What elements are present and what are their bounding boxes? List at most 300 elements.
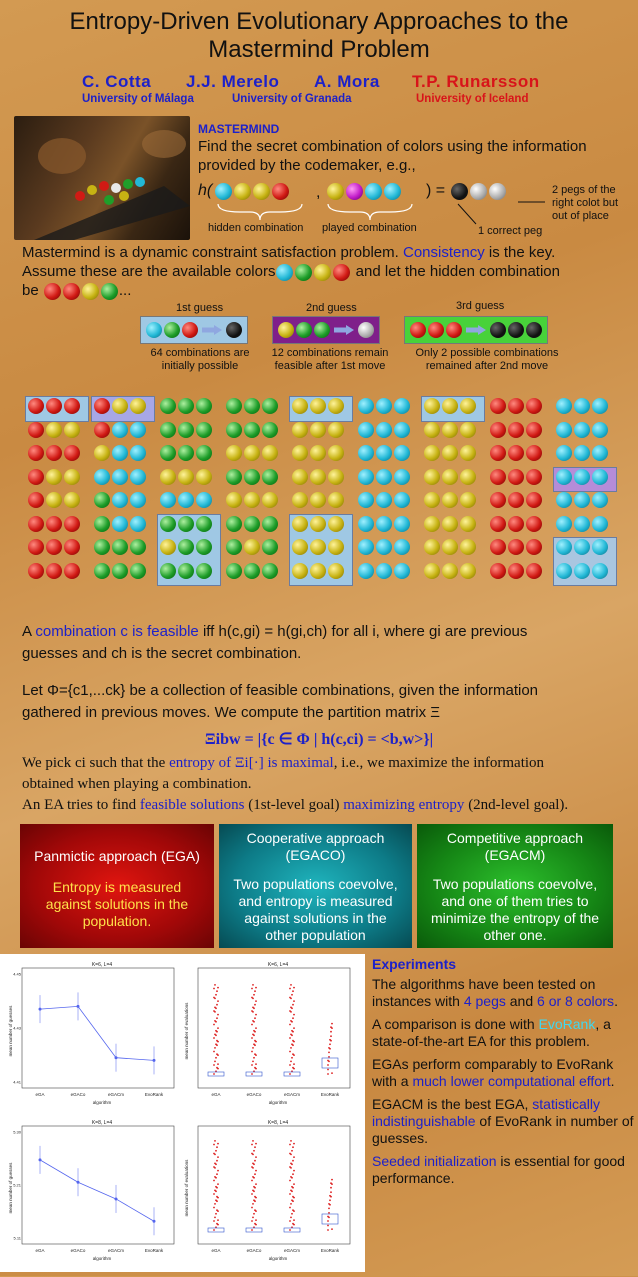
- outlier-point: [329, 1199, 331, 1201]
- peg: [460, 539, 476, 555]
- panel-cooperative-body: Two populations coevolve, and entropy is measured against solutions in the other population: [233, 876, 398, 943]
- outlier-point: [254, 1187, 256, 1189]
- combination: [291, 445, 345, 461]
- outlier-point: [289, 1073, 291, 1075]
- peg: [64, 516, 80, 532]
- peg: [28, 539, 44, 555]
- combination: [225, 516, 279, 532]
- peg: [310, 563, 326, 579]
- outlier-point: [293, 1000, 295, 1002]
- peg: [160, 469, 176, 485]
- outlier-point: [217, 1156, 219, 1158]
- experiments-p5: [372, 1153, 634, 1187]
- peg: [160, 539, 176, 555]
- peg: [94, 563, 110, 579]
- outlier-point: [293, 1014, 295, 1016]
- peg: [394, 563, 410, 579]
- peg: [64, 398, 80, 414]
- outlier-point: [217, 1041, 219, 1043]
- outlier-point: [217, 1063, 219, 1065]
- outlier-point: [289, 1024, 291, 1026]
- outlier-point: [253, 1163, 255, 1165]
- outlier-point: [214, 1217, 216, 1219]
- peg: [442, 492, 458, 508]
- outlier-point: [253, 1057, 255, 1059]
- plot-ylabel: mean number of evaluations: [184, 1002, 189, 1060]
- arrow-icon: [466, 325, 486, 335]
- peg: [46, 492, 62, 508]
- ea-l5c: (1st-level goal): [248, 797, 340, 813]
- combination-grid: [27, 398, 617, 584]
- feasible-p1-post: iff h(c,gi) = h(gi,ch) for all i, where gi are previous: [202, 623, 528, 640]
- outlier-point: [213, 1037, 215, 1039]
- peg: [160, 516, 176, 532]
- peg: [292, 445, 308, 461]
- outlier-point: [290, 1167, 292, 1169]
- combination: [27, 516, 81, 532]
- outlier-point: [290, 984, 292, 986]
- combination: [489, 469, 543, 485]
- outlier-point: [255, 1014, 257, 1016]
- peg: [424, 539, 440, 555]
- plot-xtick: eGA: [211, 1248, 221, 1253]
- plot-xlabel: algorithm: [92, 1100, 112, 1105]
- peg: [394, 469, 410, 485]
- plot-xtick: eGACo: [246, 1092, 262, 1097]
- peg: [442, 563, 458, 579]
- combination: [489, 539, 543, 555]
- outlier-point: [292, 1160, 294, 1162]
- plot-title: K=8, L=4: [91, 1120, 113, 1126]
- combination: [423, 398, 477, 414]
- combination: [357, 469, 411, 485]
- peg: [262, 445, 278, 461]
- panel-competitive-title: Competitive approach (EGACM): [446, 830, 584, 863]
- peg: [196, 516, 212, 532]
- outlier-point: [216, 1004, 218, 1006]
- peg: [574, 516, 590, 532]
- combination: [159, 539, 213, 555]
- peg: [508, 398, 524, 414]
- outlier-point: [331, 1072, 333, 1074]
- peg: [112, 469, 128, 485]
- outlier-point: [217, 1000, 219, 1002]
- comma: ,: [316, 184, 321, 201]
- outlier-point: [217, 1183, 219, 1185]
- combination: [357, 445, 411, 461]
- outlier-point: [289, 1051, 291, 1053]
- peg: [196, 469, 212, 485]
- author-cotta: C. Cotta: [82, 72, 152, 91]
- plot-xtick: EvoRank: [144, 1248, 164, 1253]
- outlier-point: [251, 1051, 253, 1053]
- outlier-point: [293, 1219, 295, 1221]
- outlier-point: [329, 1043, 331, 1045]
- outlier-point: [253, 1021, 255, 1023]
- combination: [291, 539, 345, 555]
- peg-black: [226, 322, 242, 338]
- combination: [159, 469, 213, 485]
- peg: [460, 516, 476, 532]
- outlier-point: [289, 1064, 291, 1066]
- peg: [526, 492, 542, 508]
- peg: [490, 445, 506, 461]
- outlier-point: [327, 1220, 329, 1222]
- peg: [262, 398, 278, 414]
- peg: [490, 563, 506, 579]
- guess-2-label: 2nd guess: [306, 302, 357, 314]
- combination: [357, 492, 411, 508]
- peg: [310, 469, 326, 485]
- data-point: [153, 1220, 156, 1223]
- outlier-point: [216, 1173, 218, 1175]
- peg: [376, 563, 392, 579]
- combination: [489, 516, 543, 532]
- outlier-point: [215, 1057, 217, 1059]
- outlier-point: [290, 1154, 292, 1156]
- exp-p3a: EGAs perform comparably to EvoRank with a: [372, 1056, 614, 1089]
- peg-red: [446, 322, 462, 338]
- peg: [46, 563, 62, 579]
- peg: [328, 516, 344, 532]
- outlier-point: [213, 1144, 215, 1146]
- outlier-point: [214, 1061, 216, 1063]
- peg: [394, 445, 410, 461]
- panel-cooperative: [219, 824, 412, 948]
- peg: [358, 492, 374, 508]
- combination: [423, 516, 477, 532]
- outlier-point: [253, 1213, 255, 1215]
- outlier-point: [213, 1220, 215, 1222]
- exp-p1e: .: [614, 993, 618, 1009]
- intro-p2a: Assume these are the available colors: [22, 263, 276, 280]
- feasibility-text: [22, 621, 632, 665]
- peg-yellow: [327, 183, 344, 200]
- outlier-point: [293, 1197, 295, 1199]
- peg-green: [101, 283, 118, 300]
- box: [246, 1228, 262, 1232]
- outlier-point: [290, 1140, 292, 1142]
- outlier-point: [291, 1034, 293, 1036]
- ea-l5a: An EA tries to find: [22, 797, 137, 813]
- peg: [28, 492, 44, 508]
- outlier-point: [251, 1144, 253, 1146]
- peg: [358, 469, 374, 485]
- equals: ) =: [426, 182, 446, 199]
- plot-xtick: eGACo: [70, 1092, 86, 1097]
- data-point: [115, 1197, 118, 1200]
- peg: [424, 445, 440, 461]
- entropy-text: [22, 753, 634, 816]
- combination: [27, 469, 81, 485]
- outlier-point: [215, 994, 217, 996]
- combination: [225, 469, 279, 485]
- outlier-point: [213, 1193, 215, 1195]
- partition-formula: Ξibw = |{c ∈ Φ | h(c,ci) = <b,w>}|: [204, 731, 434, 748]
- plot-xtick: eGACo: [70, 1248, 86, 1253]
- peg: [508, 563, 524, 579]
- peg-cyan: [365, 183, 382, 200]
- outlier-point: [293, 987, 295, 989]
- combination: [291, 516, 345, 532]
- peg: [64, 563, 80, 579]
- outlier-point: [216, 1160, 218, 1162]
- peg: [358, 539, 374, 555]
- combination: [423, 445, 477, 461]
- outlier-point: [251, 988, 253, 990]
- outlier-point: [214, 984, 216, 986]
- intro-p3a: be: [22, 282, 39, 299]
- combination: [357, 563, 411, 579]
- peg: [508, 445, 524, 461]
- peg: [460, 445, 476, 461]
- outlier-point: [255, 1170, 257, 1172]
- peg: [592, 398, 608, 414]
- peg: [196, 492, 212, 508]
- exp-p2a: A comparison is done with: [372, 1016, 535, 1032]
- plot-xlabel: algorithm: [92, 1256, 112, 1261]
- played-combination: [326, 183, 402, 201]
- plot-xtick: eGA: [211, 1092, 221, 1097]
- peg: [574, 539, 590, 555]
- peg: [160, 492, 176, 508]
- peg: [310, 492, 326, 508]
- outlier-point: [214, 1140, 216, 1142]
- data-point: [77, 1181, 80, 1184]
- peg: [196, 445, 212, 461]
- outlier-point: [255, 987, 257, 989]
- combination: [555, 563, 609, 579]
- feasible-p2: guesses and ch is the secret combination.: [22, 645, 302, 662]
- peg: [28, 516, 44, 532]
- outlier-point: [216, 990, 218, 992]
- peg: [442, 445, 458, 461]
- outlier-point: [293, 1224, 295, 1226]
- peg-yellow: [278, 322, 294, 338]
- peg-yellow: [234, 183, 251, 200]
- peg: [526, 469, 542, 485]
- peg: [526, 445, 542, 461]
- peg: [112, 539, 128, 555]
- peg-red: [44, 283, 61, 300]
- outlier-point: [216, 1146, 218, 1148]
- peg-black: [508, 322, 524, 338]
- peg: [574, 563, 590, 579]
- partition-l2: gathered in previous moves. We compute the partition matrix Ξ: [22, 704, 441, 721]
- peg: [112, 492, 128, 508]
- peg: [394, 539, 410, 555]
- combination: [159, 563, 213, 579]
- available-colors: [275, 263, 351, 280]
- peg: [292, 422, 308, 438]
- peg: [310, 539, 326, 555]
- outlier-point: [214, 1154, 216, 1156]
- peg: [94, 516, 110, 532]
- exp-indist: statistically indistinguishable: [372, 1096, 600, 1129]
- outlier-point: [289, 1180, 291, 1182]
- outlier-point: [254, 1146, 256, 1148]
- outlier-point: [254, 1160, 256, 1162]
- outlier-point: [291, 1057, 293, 1059]
- peg: [508, 492, 524, 508]
- combination: [489, 445, 543, 461]
- outlier-point: [331, 1228, 333, 1230]
- title-line-1: Entropy-Driven Evolutionary Approaches to the: [69, 8, 569, 35]
- intro-p3b: ...: [118, 282, 132, 299]
- peg: [592, 516, 608, 532]
- outlier-point: [293, 1054, 295, 1056]
- outlier-point: [216, 1044, 218, 1046]
- outlier-point: [289, 988, 291, 990]
- outlier-point: [290, 1217, 292, 1219]
- y-tick: 4.41: [13, 1079, 21, 1085]
- outlier-point: [214, 1011, 216, 1013]
- peg: [226, 398, 242, 414]
- peg: [244, 563, 260, 579]
- outlier-point: [291, 1163, 293, 1165]
- peg: [376, 516, 392, 532]
- intro-p1a: Mastermind is a dynamic constraint satisfaction problem.: [22, 244, 399, 261]
- peg: [112, 563, 128, 579]
- outlier-point: [291, 1177, 293, 1179]
- combination: [291, 492, 345, 508]
- peg: [244, 492, 260, 508]
- box: [284, 1072, 300, 1076]
- outlier-point: [251, 1037, 253, 1039]
- mastermind-heading: MASTERMIND: [198, 122, 280, 136]
- partition-text: [22, 680, 632, 724]
- peg: [244, 516, 260, 532]
- plot-title: K=6, L=4: [91, 962, 113, 968]
- peg: [310, 445, 326, 461]
- combination: [423, 469, 477, 485]
- combination: [93, 516, 147, 532]
- combination: [27, 398, 81, 414]
- outlier-point: [255, 1068, 257, 1070]
- outlier-point: [213, 1051, 215, 1053]
- outlier-point: [253, 994, 255, 996]
- outlier-point: [217, 1068, 219, 1070]
- peg: [112, 422, 128, 438]
- outlier-point: [215, 1150, 217, 1152]
- outlier-point: [252, 1154, 254, 1156]
- outlier-point: [330, 1187, 332, 1189]
- affiliation-granada: University of Granada: [232, 93, 352, 105]
- box: [208, 1072, 224, 1076]
- outlier-point: [216, 1031, 218, 1033]
- peg: [46, 469, 62, 485]
- peg: [328, 539, 344, 555]
- combination: [291, 563, 345, 579]
- peg: [424, 469, 440, 485]
- peg-white: [489, 183, 506, 200]
- outlier-point: [255, 1219, 257, 1221]
- outlier-point: [252, 1203, 254, 1205]
- experiments-p2: [372, 1016, 634, 1050]
- outlier-point: [291, 1213, 293, 1215]
- peg: [46, 398, 62, 414]
- outlier-point: [289, 1220, 291, 1222]
- peg: [508, 539, 524, 555]
- outlier-point: [327, 1216, 329, 1218]
- peg: [574, 445, 590, 461]
- peg: [592, 445, 608, 461]
- outlier-point: [292, 1187, 294, 1189]
- outlier-point: [252, 1011, 254, 1013]
- peg: [376, 492, 392, 508]
- peg: [262, 516, 278, 532]
- combination: [423, 492, 477, 508]
- series-line: [40, 1006, 154, 1060]
- peg: [556, 516, 572, 532]
- ea-l5e: (2nd-level goal).: [468, 797, 569, 813]
- y-tick: 4.45: [13, 971, 21, 977]
- peg: [394, 398, 410, 414]
- label-hidden-combination: hidden combination: [208, 222, 304, 234]
- ea-feasible: feasible solutions: [139, 797, 245, 813]
- outlier-point: [253, 1177, 255, 1179]
- peg-black: [526, 322, 542, 338]
- peg: [196, 563, 212, 579]
- title-line-2: Mastermind Problem: [208, 36, 430, 63]
- outlier-point: [217, 987, 219, 989]
- peg: [556, 469, 572, 485]
- combination: [225, 539, 279, 555]
- outlier-point: [217, 1054, 219, 1056]
- outlier-point: [253, 1190, 255, 1192]
- peg: [262, 563, 278, 579]
- outlier-point: [328, 1212, 330, 1214]
- poster-title: [0, 8, 638, 64]
- combination: [555, 492, 609, 508]
- combination: [159, 398, 213, 414]
- combination: [27, 539, 81, 555]
- peg-yellow: [253, 183, 270, 200]
- peg: [394, 422, 410, 438]
- peg: [442, 422, 458, 438]
- outlier-point: [215, 1190, 217, 1192]
- peg: [226, 422, 242, 438]
- peg: [196, 539, 212, 555]
- peg: [556, 492, 572, 508]
- peg: [328, 422, 344, 438]
- outlier-point: [290, 1203, 292, 1205]
- author-merelo: J.J. Merelo: [186, 72, 280, 91]
- outlier-point: [251, 1229, 253, 1231]
- exp-p1a: The algorithms have been tested on instances with: [372, 976, 596, 1009]
- peg: [130, 492, 146, 508]
- outlier-point: [327, 1229, 329, 1231]
- exp-p2c: , a state-of-the-art EA for this problem.: [372, 1016, 611, 1049]
- outlier-point: [254, 1017, 256, 1019]
- outlier-point: [251, 1064, 253, 1066]
- intro-p2b: and let the hidden combination: [355, 263, 560, 280]
- peg: [526, 422, 542, 438]
- label-played-combination: played combination: [322, 222, 417, 234]
- peg: [310, 516, 326, 532]
- outlier-point: [214, 1203, 216, 1205]
- exp-seeded: Seeded initialization: [372, 1153, 497, 1169]
- outlier-point: [293, 1041, 295, 1043]
- peg: [262, 492, 278, 508]
- peg: [442, 516, 458, 532]
- author-runarsson: T.P. Runarsson: [412, 72, 540, 91]
- exp-p4a: EGACM is the best EGA,: [372, 1096, 529, 1112]
- peg: [394, 516, 410, 532]
- outlier-point: [254, 990, 256, 992]
- peg: [244, 469, 260, 485]
- peg: [196, 422, 212, 438]
